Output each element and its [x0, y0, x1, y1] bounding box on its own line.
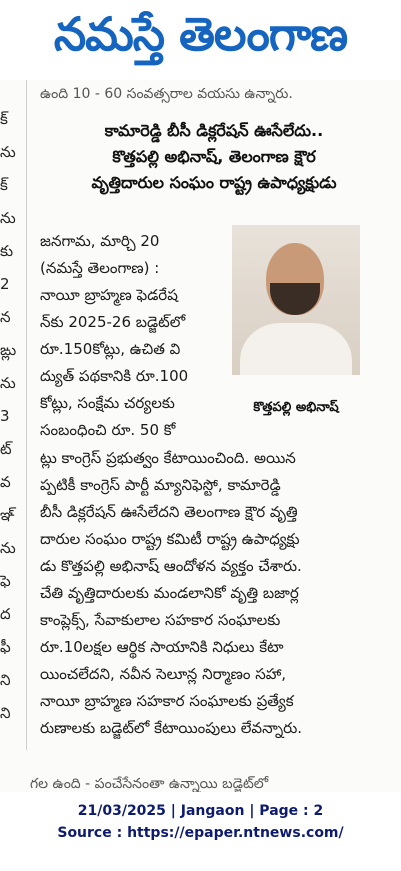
left-column-fragment: ట్ — [0, 440, 12, 458]
newspaper-clipping — [0, 80, 401, 792]
article-body-line: కోట్లు, సంక్షేమ చర్యలకు — [40, 394, 175, 412]
article-body-line: కాంప్లెక్స్, సేవాకులాల సహకార సంఘాలకు — [40, 611, 281, 629]
left-column-fragment: ఫె — [0, 572, 11, 590]
left-column-fragment: ఫీ — [0, 638, 11, 656]
footer-dateline: 21/03/2025 | Jangaon | Page : 2 — [77, 803, 324, 819]
headline-line-2: కొత్తపల్లి అభినాష్, తెలంగాణ క్షౌర — [112, 147, 316, 166]
left-column-fragment: ను — [0, 209, 16, 227]
article-body-line: రూ.10లక్షల ఆర్థిక సాయానికి నిధులు కేటా — [40, 638, 284, 656]
person-photo — [232, 225, 360, 375]
left-column-fragment: క్ — [0, 176, 8, 194]
adjacent-column-fragment — [0, 80, 22, 792]
masthead — [0, 0, 401, 80]
left-column-fragment: ఙ్లు — [0, 341, 17, 359]
cut-off-text-top: ఉంది 10 - 60 సంవత్సరాల వయసు ఉన్నారు. — [40, 86, 293, 102]
photo-shirt — [240, 321, 352, 375]
left-column-fragment: వ — [0, 473, 11, 491]
newspaper-title: నమస్తే తెలంగాణ — [53, 7, 348, 61]
left-column-fragment: కు — [0, 242, 14, 260]
photo-caption: కొత్తపల్లి అభినాష్ — [253, 400, 339, 415]
article-body-line: బీసీ డిక్లరేషన్ ఊసేలేదని తెలంగాణ క్షౌర వృత్తి — [40, 503, 298, 521]
left-column-fragment: న — [0, 308, 11, 326]
article-body-line: రూ.150కోట్లు, ఉచిత వి — [40, 340, 181, 358]
article-body-line: ప్పటికీ కాంగ్రెస్ పార్టీ మ్యానిఫెస్టో, కామారెడ్డి — [40, 476, 281, 494]
headline-line-1: కామారెడ్డి బీసీ డిక్లరేషన్ ఊసేలేదు.. — [104, 121, 324, 140]
cut-off-text-bottom: గల ఉంది - పంచేసేనంతా ఉన్నాయి బడ్జెట్‌లో — [30, 776, 269, 792]
left-column-fragment: ద — [0, 605, 11, 623]
left-column-fragment: క్ — [0, 110, 8, 128]
article-body-line: న్‌కు 2025-26 బడ్జెట్‌లో — [40, 313, 186, 331]
article-body-line: జనగామ, మార్చి 20 — [40, 232, 160, 250]
headline-line-3: వృత్తిదారుల సంఘం రాష్ట్ర ఉపాధ్యక్షుడు — [91, 173, 337, 192]
article-body-line: యించలేదని, నవీన సెలూన్ల నిర్మాణం సహా, — [40, 665, 287, 683]
article-body-line: (నమస్తే తెలంగాణ) : — [40, 259, 160, 277]
column-divider — [26, 80, 27, 750]
footer-source: Source : https://epaper.ntnews.com/ — [57, 825, 344, 841]
article-body-line: డు కొత్తపల్లి అభినాష్ ఆందోళన వ్యక్తం చేశారు. — [40, 557, 302, 575]
left-column-fragment: 2 — [0, 275, 10, 293]
left-column-fragment: ను — [0, 539, 16, 557]
article-body-line: ద్యుత్ పథకానికి రూ.100 — [40, 367, 189, 385]
article-body-line: రుణాలకు బడ్జెట్‌లో కేటాయింపులు లేవన్నారు. — [40, 719, 303, 737]
article-body-line: సంబంధించి రూ. 50 కో — [40, 421, 176, 439]
left-column-fragment: ఞ్ — [0, 506, 15, 524]
left-column-fragment: ను — [0, 374, 16, 392]
left-column-fragment: 3 — [0, 407, 10, 425]
footer — [0, 800, 401, 844]
article-body-line: నాయీ బ్రాహ్మణ సహకార సంఘాలకు ప్రత్యేక — [40, 692, 294, 710]
article-body-line: చేతి వృత్తిదారులకు మండలానికో వృత్తి బజార్ల — [40, 584, 299, 602]
article-body-line: ట్లు కాంగ్రెస్ ప్రభుత్వం కేటాయించింది. అయిన — [40, 449, 296, 467]
article-body-line: నాయీ బ్రాహ్మణ ఫెడరేష — [40, 286, 178, 304]
left-column-fragment: ని — [0, 704, 11, 722]
article-body-line: దారుల సంఘం రాష్ట్ర కమిటీ రాష్ట్ర ఉపాధ్యక్షు — [40, 530, 300, 548]
left-column-fragment: ని — [0, 671, 11, 689]
left-column-fragment: ను — [0, 143, 16, 161]
